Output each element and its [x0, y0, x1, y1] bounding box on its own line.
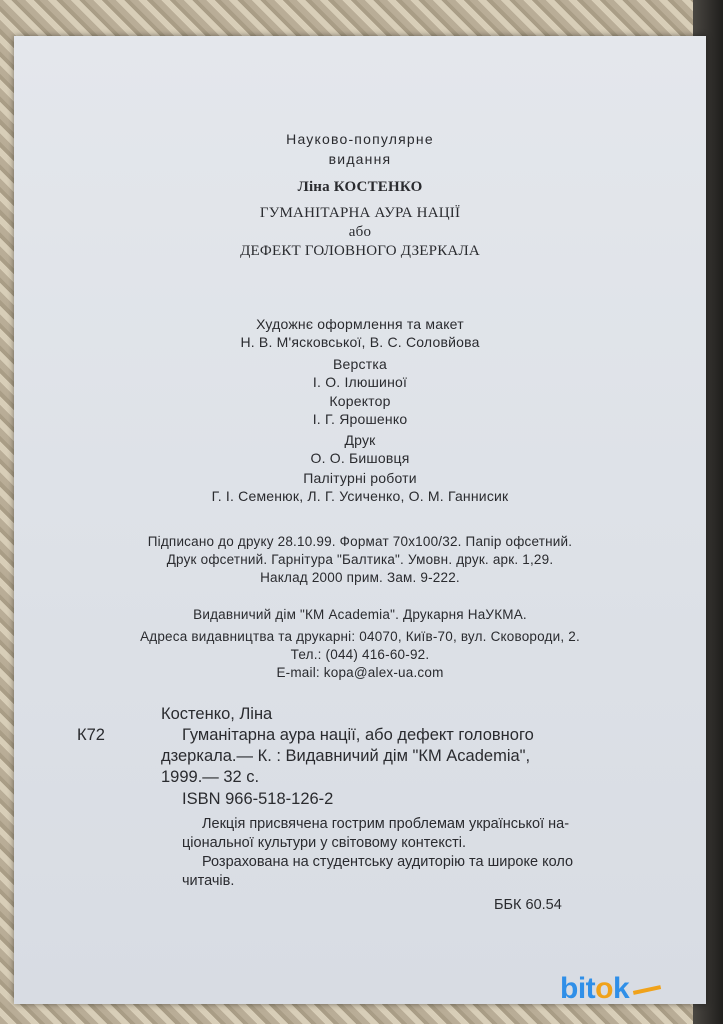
catalog-desc-3: 1999.— 32 с.	[161, 768, 260, 786]
print-name: О. О. Бишовця	[310, 450, 410, 466]
book-page	[14, 36, 706, 1004]
proof-name: І. Г. Ярошенко	[312, 411, 408, 427]
watermark-text-b: o	[595, 972, 613, 1005]
edition-type-2: видання	[328, 151, 392, 167]
catalog-desc-2: дзеркала.— К. : Видавничий дім "КМ Academia",	[161, 747, 531, 765]
design-names: Н. В. М'ясковської, В. С. Соловйова	[240, 334, 480, 350]
edition-type: Науково-популярне	[286, 131, 434, 147]
catalog-desc-1: Гуманітарна аура нації, або дефект головного	[182, 726, 534, 744]
proof-label: Коректор	[329, 393, 391, 409]
layout-label: Верстка	[333, 356, 387, 372]
bbk-code: ББК 60.54	[494, 897, 562, 913]
watermark-text-c: k	[612, 972, 630, 1005]
layout-name: І. О. Ілюшиної	[312, 374, 408, 390]
abstract-3: Розрахована на студентську аудиторію та широке коло	[202, 854, 574, 870]
print-info-3: Наклад 2000 прим. Зам. 9-222.	[260, 570, 460, 585]
catalog-isbn: ISBN 966-518-126-2	[182, 790, 334, 808]
publisher-address: Адреса видавництва та друкарні: 04070, Київ-70, вул. Сковороди, 2.	[140, 629, 580, 644]
abstract-1: Лекція присвячена гострим проблемам української на-	[202, 816, 570, 832]
bind-label: Палітурні роботи	[303, 470, 417, 486]
print-info-1: Підписано до друку 28.10.99. Формат 70х100/32. Папір офсетний.	[147, 534, 573, 549]
publisher-line: Видавничий дім "КМ Academia". Друкарня НаУКМА.	[193, 607, 527, 622]
watermark-text-a: bit	[560, 972, 596, 1005]
watermark-pen-icon	[633, 985, 661, 995]
author-name: Ліна КОСТЕНКО	[297, 179, 423, 195]
title-conjunction: або	[348, 224, 372, 240]
bind-names: Г. І. Семенюк, Л. Г. Усиченко, О. М. Ганнисик	[211, 488, 509, 504]
abstract-4: читачів.	[182, 873, 235, 889]
publisher-email: E-mail: kopa@alex-ua.com	[276, 665, 444, 680]
publisher-phone: Тел.: (044) 416-60-92.	[290, 647, 430, 662]
print-info-2: Друк офсетний. Гарнітура "Балтика". Умовн. друк. арк. 1,29.	[166, 552, 554, 567]
print-label: Друк	[344, 432, 376, 448]
design-label: Художнє оформлення та макет	[256, 316, 464, 332]
watermark-logo	[560, 972, 710, 1012]
book-title-1: ГУМАНІТАРНА АУРА НАЦІЇ	[259, 205, 461, 221]
abstract-2: ціональної культури у світовому контексті.	[182, 835, 466, 851]
book-title-2: ДЕФЕКТ ГОЛОВНОГО ДЗЕРКАЛА	[240, 243, 480, 259]
catalog-code: К72	[77, 726, 105, 744]
catalog-author: Костенко, Ліна	[161, 705, 273, 723]
